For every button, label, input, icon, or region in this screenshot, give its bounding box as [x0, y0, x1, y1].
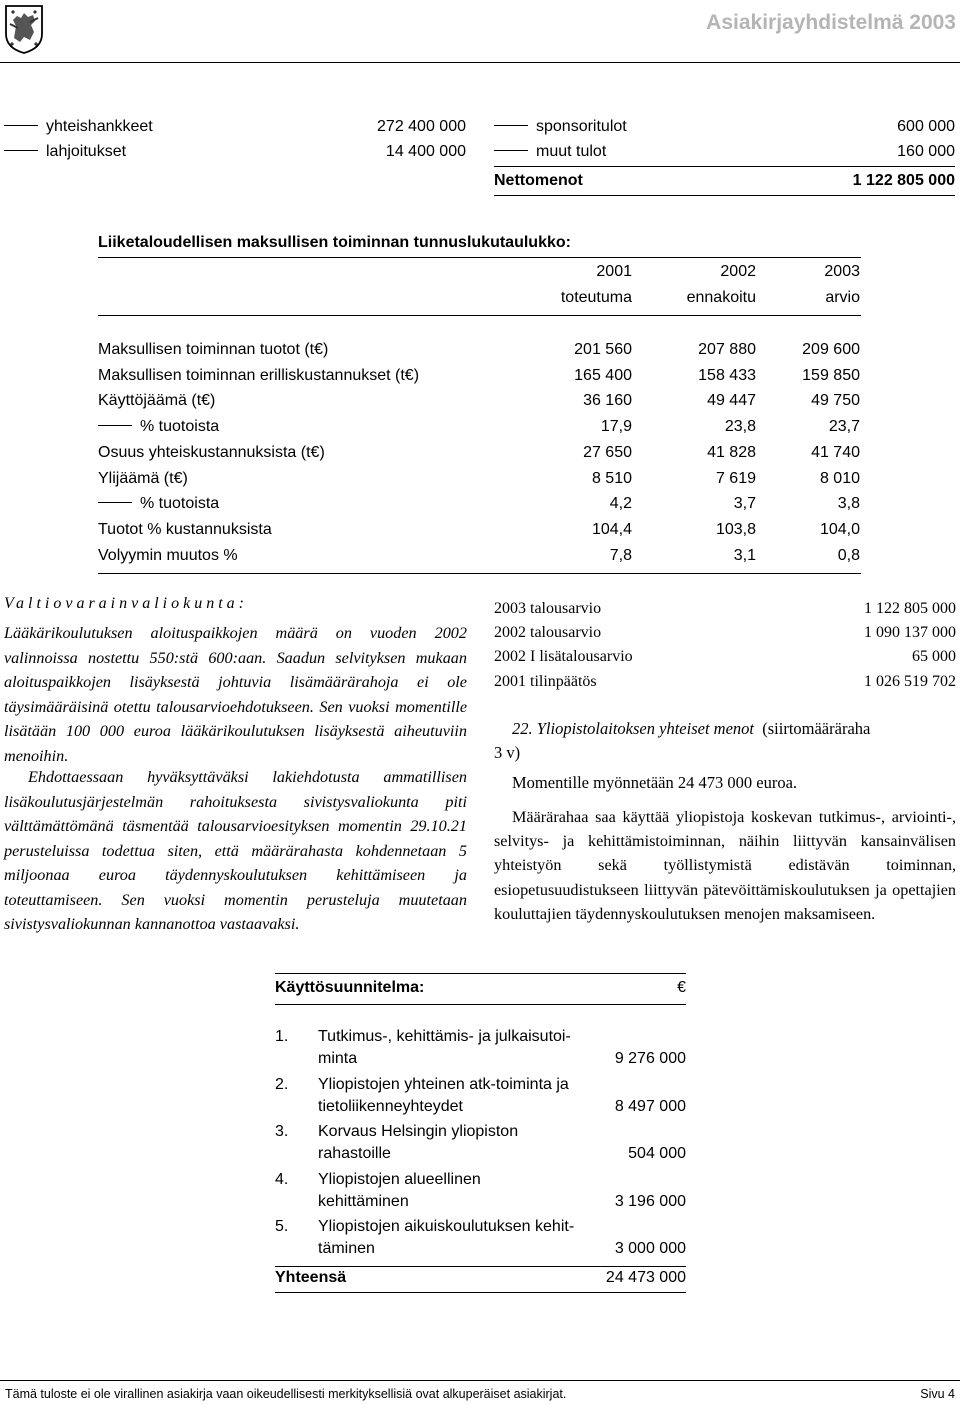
usage-plan-total-label: Yhteensä [275, 1269, 347, 1286]
usage-item-label-cont: kehittäminen [318, 1193, 409, 1210]
usage-item-label-cont: minta [318, 1050, 358, 1067]
committee-paragraph-1: Lääkärikoulutuksen aloituspaikkojen määrä on vuoden 2002 valinnoissa nostettu 550:stä 600:aan. Saadun selvityksen mukaan aloituspaikkojen lisäyksestä johtuvia lisämäärärahoja ei ole täysimääräisinä otettu talousarvioehdotukseen. Sen vuoksi momentille lisätään 100 000 euroa lääkärikoulutuksen lisäyksestä aiheutuviin menoihin. [4, 624, 467, 765]
usage-item-number: 5. [275, 1218, 289, 1235]
budget-row-2001-tilinpaatos: 2001 tilinpäätös 1 026 519 702 [494, 673, 956, 690]
income-total-row: Nettomenot 1 122 805 000 [494, 172, 955, 189]
kpi-cell-2001: 27 650 [583, 444, 632, 461]
document-title: Asiakirjayhdistelmä 2003 [706, 11, 956, 34]
kpi-cell-2003: 8 010 [819, 470, 860, 487]
kpi-cell-2001: 8 510 [591, 470, 632, 487]
budget-row-2002-lisatalousarvio: 2002 I lisätalousarvio 65 000 [494, 648, 956, 665]
kpi-cell-2001: 7,8 [609, 547, 632, 564]
kpi-cell-2002: 3,7 [733, 495, 756, 512]
lion-emblem-icon [4, 4, 44, 54]
income-row-muut-tulot: muut tulot 160 000 [494, 142, 955, 162]
usage-item-number: 3. [275, 1123, 289, 1140]
coat-of-arms-logo [4, 4, 44, 54]
footer-page-number: Sivu 4 [920, 1387, 955, 1401]
usage-item-label: Tutkimus-, kehittämis- ja julkaisutoi- [318, 1028, 571, 1045]
committee-paragraph-2: Ehdottaessaan hyväksyttäväksi lakiehdotusta ammatillisen lisäkoulutusjärjestelmän rahoituksesta sivistysvaliokunta piti välttämättömänä täsmentää talousarvioesityksen momentin 29.10.21 perusteluissa todettua siten, että määrärahasta kohdennetaan 5 miljoonaa euroa täydennyskoulutuksen kehittämiseen ja toteuttamiseen. Sen vuoksi momentin perusteluja muutetaan sivistysvaliokunnan kannanottoa vastaavaksi. [4, 768, 467, 933]
kpi-cell-2002: 7 619 [715, 470, 756, 487]
committee-heading: Valtiovarainvaliokunta: [4, 595, 248, 612]
usage-item-value: 8 497 000 [614, 1098, 686, 1115]
usage-plan-currency: € [677, 979, 686, 996]
usage-item-number: 1. [275, 1028, 289, 1045]
kpi-cell-2002: 49 447 [707, 392, 756, 409]
year-2003: 2003 [824, 263, 860, 280]
kpi-cell-2003: 209 600 [802, 341, 860, 358]
kpi-row-label: % tuotoista [98, 417, 219, 437]
kpi-cell-2001: 104,4 [591, 521, 632, 538]
kpi-row-label: % tuotoista [98, 494, 219, 514]
usage-item-label-cont: tietoliikenneyhteydet [318, 1098, 463, 1115]
usage-item-value: 3 196 000 [614, 1193, 686, 1210]
kpi-cell-2002: 23,8 [724, 418, 756, 435]
kpi-table-title: Liiketaloudellisen maksullisen toiminnan tunnuslukutaulukko: [98, 234, 571, 251]
year-2002: 2002 [720, 263, 756, 280]
budget-row-2003-talousarvio: 2003 talousarvio 1 122 805 000 [494, 600, 956, 617]
usage-item-value: 9 276 000 [614, 1050, 686, 1067]
kpi-cell-2003: 0,8 [837, 547, 860, 564]
kpi-cell-2001: 201 560 [574, 341, 632, 358]
sub-toteutuma: toteutuma [560, 289, 632, 306]
kpi-cell-2001: 165 400 [574, 367, 632, 384]
kpi-cell-2002: 103,8 [715, 521, 756, 538]
usage-item-value: 3 000 000 [614, 1240, 686, 1257]
income-row-yhteishankkeet: yhteishankkeet 272 400 000 [4, 117, 466, 137]
header-divider [0, 62, 960, 63]
kpi-cell-2003: 23,7 [828, 418, 860, 435]
kpi-row-label: Käyttöjäämä (t€) [98, 392, 216, 409]
kpi-cell-2003: 104,0 [819, 521, 860, 538]
kpi-cell-2003: 41 740 [811, 444, 860, 461]
income-row-sponsoritulot: sponsoritulot 600 000 [494, 117, 955, 137]
usage-item-value: 504 000 [628, 1145, 686, 1162]
usage-item-label-cont: rahastoille [318, 1145, 391, 1162]
kpi-row-label: Maksullisen toiminnan tuotot (t€) [98, 341, 329, 358]
usage-item-label: Korvaus Helsingin yliopiston [318, 1123, 519, 1140]
kpi-row-label: Osuus yhteiskustannuksista (t€) [98, 444, 325, 461]
kpi-cell-2002: 3,1 [733, 547, 756, 564]
usage-item-number: 4. [275, 1171, 289, 1188]
section-22-body: Määrärahaa saa käyttää yliopistoja koskevan tutkimus-, arviointi-, selvitys- ja kehittämistoiminnan, näihin liittyvän kansainvälisen yhteistyön sekä työllistymistä edistävän toiminnan, esiopetusuudistukseen liittyvän pätevöittämiskoulutuksen ja opettajien kouluttajien täydennyskoulutuksen menojen maksamiseen. [494, 808, 956, 923]
kpi-cell-2003: 3,8 [837, 495, 860, 512]
budget-row-2002-talousarvio: 2002 talousarvio 1 090 137 000 [494, 624, 956, 641]
sub-ennakoitu: ennakoitu [686, 289, 756, 306]
kpi-cell-2003: 49 750 [811, 392, 860, 409]
usage-plan-total-value: 24 473 000 [605, 1269, 686, 1286]
sub-arvio: arvio [825, 289, 860, 306]
kpi-row-label: Tuotot % kustannuksista [98, 521, 272, 538]
kpi-row-label: Volyymin muutos % [98, 547, 238, 564]
usage-item-number: 2. [275, 1076, 289, 1093]
kpi-cell-2002: 207 880 [698, 341, 756, 358]
kpi-row-label: Ylijäämä (t€) [98, 470, 188, 487]
income-row-lahjoitukset: lahjoitukset 14 400 000 [4, 142, 466, 162]
kpi-cell-2002: 158 433 [698, 367, 756, 384]
kpi-cell-2001: 17,9 [600, 418, 632, 435]
kpi-cell-2001: 36 160 [583, 392, 632, 409]
usage-item-label: Yliopistojen yhteinen atk-toiminta ja [318, 1076, 569, 1093]
kpi-cell-2001: 4,2 [609, 495, 632, 512]
usage-item-label: Yliopistojen aikuiskoulutuksen kehit- [318, 1218, 575, 1235]
kpi-cell-2003: 159 850 [802, 367, 860, 384]
section-22-title: 22. Yliopistolaitoksen yhteiset menot (siirtomääräraha 3 v) [494, 719, 871, 762]
usage-item-label-cont: täminen [318, 1240, 375, 1257]
usage-item-label: Yliopistojen alueellinen [318, 1171, 481, 1188]
kpi-row-label: Maksullisen toiminnan erilliskustannukset (t€) [98, 367, 420, 384]
kpi-cell-2002: 41 828 [707, 444, 756, 461]
usage-plan-title: Käyttösuunnitelma: [275, 979, 425, 996]
footer-disclaimer: Tämä tuloste ei ole virallinen asiakirja vaan oikeudellisesti merkityksellisiä ovat alkuperäiset asiakirjat. [5, 1387, 567, 1401]
year-2001: 2001 [596, 263, 632, 280]
section-22-granted: Momentille myönnetään 24 473 000 euroa. [512, 773, 798, 792]
